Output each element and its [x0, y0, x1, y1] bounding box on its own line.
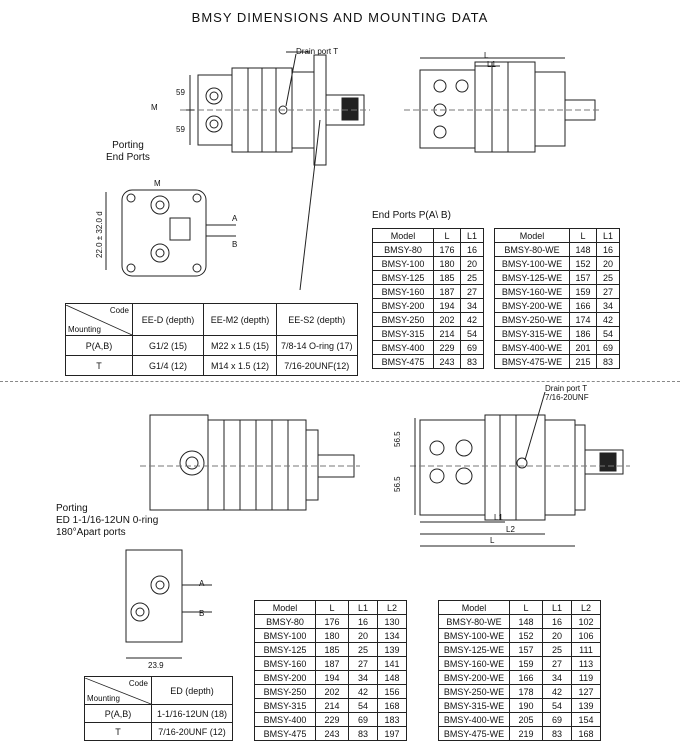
table-cell: 16: [597, 243, 620, 257]
table-cell: 54: [597, 327, 620, 341]
table-cell: BMSY-100-WE: [439, 629, 510, 643]
table-cell: BMSY-100-WE: [495, 257, 570, 271]
table-cell: 219: [510, 727, 543, 741]
table-cell: 154: [572, 713, 601, 727]
table-row: [255, 629, 407, 643]
m-label: M: [154, 179, 161, 188]
table-row: [439, 685, 601, 699]
table-cell: BMSY-400: [255, 713, 316, 727]
table-cell: BMSY-250-WE: [439, 685, 510, 699]
table-cell: 54: [349, 699, 378, 713]
table-cell: 194: [434, 299, 461, 313]
table-cell: 106: [572, 629, 601, 643]
table-cell: BMSY-80: [255, 615, 316, 629]
table-cell: 180: [434, 257, 461, 271]
table-cell: 34: [461, 299, 484, 313]
table-cell: 20: [543, 629, 572, 643]
table-cell: BMSY-125-WE: [439, 643, 510, 657]
table-cell: 16: [461, 243, 484, 257]
table-cell: BMSY-400-WE: [439, 713, 510, 727]
table-cell: 205: [510, 713, 543, 727]
table-cell: BMSY-160-WE: [439, 657, 510, 671]
table-cell: BMSY-475: [255, 727, 316, 741]
table-cell: 185: [434, 271, 461, 285]
table-cell: 168: [378, 699, 407, 713]
page-title: BMSY DIMENSIONS AND MOUNTING DATA: [191, 10, 489, 25]
table-cell: 214: [434, 327, 461, 341]
table-cell: 102: [572, 615, 601, 629]
table-cell: 243: [316, 727, 349, 741]
model-table-top-left: Model L L1 BMSY-80 176 16 BMSY-100 180 20 BMSY-125 185 25 BMSY-160 187 27 BMSY-200 194 34 BMSY-250 202 42 BMSY-315 214 54 BMSY-400 229 69 BMSY-475 243 83: [372, 228, 484, 369]
table-cell: 54: [543, 699, 572, 713]
porting-ed-label: Porting ED 1-1/16-12UN 0-ring 180°Apart ports: [56, 503, 159, 538]
drain-port-label-top: Drain port T: [296, 47, 339, 56]
table-row: [439, 657, 601, 671]
table-cell: 156: [378, 685, 407, 699]
table-cell: 113: [572, 657, 601, 671]
dim-239-label: 23.9: [148, 661, 164, 670]
table-cell: BMSY-250-WE: [495, 313, 570, 327]
table-row: [439, 671, 601, 685]
table-cell: 42: [461, 313, 484, 327]
table-cell: 159: [510, 657, 543, 671]
section-divider: [0, 381, 680, 382]
table-row: [495, 257, 620, 271]
table-cell: BMSY-200-WE: [439, 671, 510, 685]
table-cell: BMSY-160: [373, 285, 434, 299]
table-cell: BMSY-80-WE: [439, 615, 510, 629]
table-cell: 25: [543, 643, 572, 657]
table-row: [439, 643, 601, 657]
table-cell: 119: [572, 671, 601, 685]
table-cell: BMSY-250: [255, 685, 316, 699]
table-cell: BMSY-125-WE: [495, 271, 570, 285]
port-code-table-top: Code Mounting EE-D (depth) EE-M2 (depth) EE-S2 (depth) P(A,B) G1/2 (15) M22 x 1.5 (15) 7/8-14 O-ring (17) T G1/4 (12) M14 x 1.5 (12) 7/16-20UNF(12): [65, 303, 358, 376]
table-cell: 111: [572, 643, 601, 657]
table-row: [255, 671, 407, 685]
table-cell: 34: [597, 299, 620, 313]
table-cell: 157: [570, 271, 597, 285]
table-cell: 152: [570, 257, 597, 271]
porting-drawing-top: [106, 190, 236, 276]
table-cell: BMSY-80: [373, 243, 434, 257]
table-cell: 16: [543, 615, 572, 629]
table-cell: 20: [349, 629, 378, 643]
dim-22-label: 22.0 ± 32.0 d: [95, 211, 104, 258]
table-cell: 183: [378, 713, 407, 727]
table-cell: 197: [378, 727, 407, 741]
table-cell: 176: [434, 243, 461, 257]
table-row: [373, 299, 484, 313]
table-cell: BMSY-125: [255, 643, 316, 657]
table-row: [495, 341, 620, 355]
table-row: [373, 313, 484, 327]
model-table-bottom-right: Model L L1 L2 BMSY-80-WE 148 16 102 BMSY-100-WE 152 20 106 BMSY-125-WE 157 25 111 BMSY-160-WE 159 27 113 BMSY-200-WE 166 34 119 BMSY-250-WE 178 42 127 BMSY-315-WE 190 54 139 BMSY-400-WE 205 69 154 BMSY-475-WE 219 83 168: [438, 600, 601, 741]
dim-59-label: 59: [176, 88, 185, 97]
table-cell: BMSY-200-WE: [495, 299, 570, 313]
table-row: [255, 727, 407, 741]
table-row: [439, 727, 601, 741]
table-cell: 229: [434, 341, 461, 355]
port-code-table-bottom: Code Mounting ED (depth) P(A,B) 1-1/16-12UN (18) T 7/16-20UNF (12): [84, 676, 233, 741]
table-row: [495, 243, 620, 257]
table-cell: 148: [570, 243, 597, 257]
port-a-label-bottom: A: [199, 579, 205, 588]
table-row: [373, 271, 484, 285]
motor-drawing-bottom-left: [140, 415, 360, 510]
drain-port-label-bottom: Drain port T: [545, 384, 588, 393]
table-cell: 42: [543, 685, 572, 699]
table-row: [255, 657, 407, 671]
table-cell: 27: [461, 285, 484, 299]
table-row: [495, 327, 620, 341]
table-row: [439, 713, 601, 727]
table-cell: 190: [510, 699, 543, 713]
table-cell: 34: [349, 671, 378, 685]
table-cell: 214: [316, 699, 349, 713]
table-cell: BMSY-400-WE: [495, 341, 570, 355]
table-cell: 178: [510, 685, 543, 699]
table-cell: BMSY-475-WE: [495, 355, 570, 369]
table-row: [495, 271, 620, 285]
table-cell: 69: [543, 713, 572, 727]
drain-thread-label: 7/16-20UNF: [545, 393, 589, 402]
table-cell: 185: [316, 643, 349, 657]
model-table-top-right: Model L L1 BMSY-80-WE 148 16 BMSY-100-WE 152 20 BMSY-125-WE 157 25 BMSY-160-WE 159 27 BMSY-200-WE 166 34 BMSY-250-WE 174 42 BMSY-315-WE 186 54 BMSY-400-WE 201 69 BMSY-475-WE 215 83: [494, 228, 620, 369]
table-cell: 16: [349, 615, 378, 629]
table-cell: BMSY-400: [373, 341, 434, 355]
table-cell: 27: [597, 285, 620, 299]
table-cell: 69: [461, 341, 484, 355]
table-cell: 174: [570, 313, 597, 327]
table-cell: BMSY-315: [255, 699, 316, 713]
end-ports-label: End Ports P(A\ B): [372, 210, 451, 221]
table-cell: 83: [543, 727, 572, 741]
table-cell: 127: [572, 685, 601, 699]
dim-l1-label-top: L1: [487, 60, 496, 69]
table-cell: 168: [572, 727, 601, 741]
table-row: [495, 313, 620, 327]
motor-drawing-bottom-right: [410, 392, 630, 546]
table-row: [373, 355, 484, 369]
table-cell: 69: [597, 341, 620, 355]
table-row: [495, 285, 620, 299]
table-cell: 229: [316, 713, 349, 727]
dim-l-label-bottom: L: [490, 536, 495, 545]
table-row: [495, 355, 620, 369]
table-cell: 25: [461, 271, 484, 285]
table-row: [255, 615, 407, 629]
port-a-label-top: A: [232, 214, 238, 223]
table-cell: 215: [570, 355, 597, 369]
table-cell: BMSY-160-WE: [495, 285, 570, 299]
table-cell: 83: [349, 727, 378, 741]
dim-565-label-b: 56.5: [393, 476, 402, 492]
table-cell: 20: [461, 257, 484, 271]
table-cell: 180: [316, 629, 349, 643]
table-cell: 159: [570, 285, 597, 299]
port-b-label-top: B: [232, 240, 238, 249]
table-cell: 194: [316, 671, 349, 685]
table-cell: 152: [510, 629, 543, 643]
table-cell: 139: [378, 643, 407, 657]
table-cell: 25: [597, 271, 620, 285]
table-cell: BMSY-250: [373, 313, 434, 327]
table-row: [255, 699, 407, 713]
table-row: [373, 327, 484, 341]
dim-565-label-a: 56.5: [393, 431, 402, 447]
table-cell: BMSY-100: [255, 629, 316, 643]
table-cell: BMSY-475: [373, 355, 434, 369]
table-cell: 187: [434, 285, 461, 299]
table-cell: 42: [597, 313, 620, 327]
table-cell: 25: [349, 643, 378, 657]
port-b-label-bottom: B: [199, 609, 205, 618]
table-cell: 187: [316, 657, 349, 671]
table-cell: 201: [570, 341, 597, 355]
table-row: [373, 257, 484, 271]
table-row: [255, 643, 407, 657]
table-cell: 176: [316, 615, 349, 629]
table-cell: 27: [349, 657, 378, 671]
table-row: [373, 243, 484, 257]
table-cell: BMSY-125: [373, 271, 434, 285]
table-cell: BMSY-160: [255, 657, 316, 671]
dim-l-label-top: L: [484, 51, 489, 60]
dim-59-label-2: 59: [176, 125, 185, 134]
table-cell: 83: [597, 355, 620, 369]
porting-end-ports-label: Porting End Ports: [106, 140, 150, 163]
dim-l2-label-bottom: L2: [506, 525, 515, 534]
table-cell: BMSY-100: [373, 257, 434, 271]
table-cell: BMSY-80-WE: [495, 243, 570, 257]
table-cell: BMSY-475-WE: [439, 727, 510, 741]
table-cell: BMSY-200: [255, 671, 316, 685]
table-cell: 34: [543, 671, 572, 685]
motor-drawing-top-left: [180, 52, 370, 290]
table-cell: 134: [378, 629, 407, 643]
table-row: [495, 299, 620, 313]
dim-m-label: M: [151, 103, 158, 112]
table-cell: 83: [461, 355, 484, 369]
table-cell: 139: [572, 699, 601, 713]
porting-drawing-bottom: [126, 550, 212, 658]
table-cell: 166: [570, 299, 597, 313]
table-cell: 42: [349, 685, 378, 699]
table-cell: 130: [378, 615, 407, 629]
table-cell: 243: [434, 355, 461, 369]
table-cell: BMSY-315-WE: [495, 327, 570, 341]
table-cell: 148: [378, 671, 407, 685]
table-row: [373, 285, 484, 299]
table-cell: 157: [510, 643, 543, 657]
table-row: [373, 341, 484, 355]
table-cell: 141: [378, 657, 407, 671]
table-cell: 186: [570, 327, 597, 341]
table-cell: 54: [461, 327, 484, 341]
motor-drawing-top-right: [404, 58, 600, 152]
table-cell: BMSY-315: [373, 327, 434, 341]
table-cell: 202: [316, 685, 349, 699]
table-row: [439, 699, 601, 713]
table-row: [439, 615, 601, 629]
table-row: [255, 685, 407, 699]
model-table-bottom-left: Model L L1 L2 BMSY-80 176 16 130 BMSY-100 180 20 134 BMSY-125 185 25 139 BMSY-160 187 27 141 BMSY-200 194 34 148 BMSY-250 202 42 156 BMSY-315 214 54 168 BMSY-400 229 69 183 BMSY-475 243 83 197: [254, 600, 407, 741]
table-row: [439, 629, 601, 643]
table-cell: 20: [597, 257, 620, 271]
table-cell: 69: [349, 713, 378, 727]
table-cell: 148: [510, 615, 543, 629]
table-cell: 166: [510, 671, 543, 685]
table-row: [255, 713, 407, 727]
table-cell: BMSY-315-WE: [439, 699, 510, 713]
dim-l1-label-bottom: L1: [494, 513, 503, 522]
table-cell: 27: [543, 657, 572, 671]
table-cell: BMSY-200: [373, 299, 434, 313]
table-cell: 202: [434, 313, 461, 327]
